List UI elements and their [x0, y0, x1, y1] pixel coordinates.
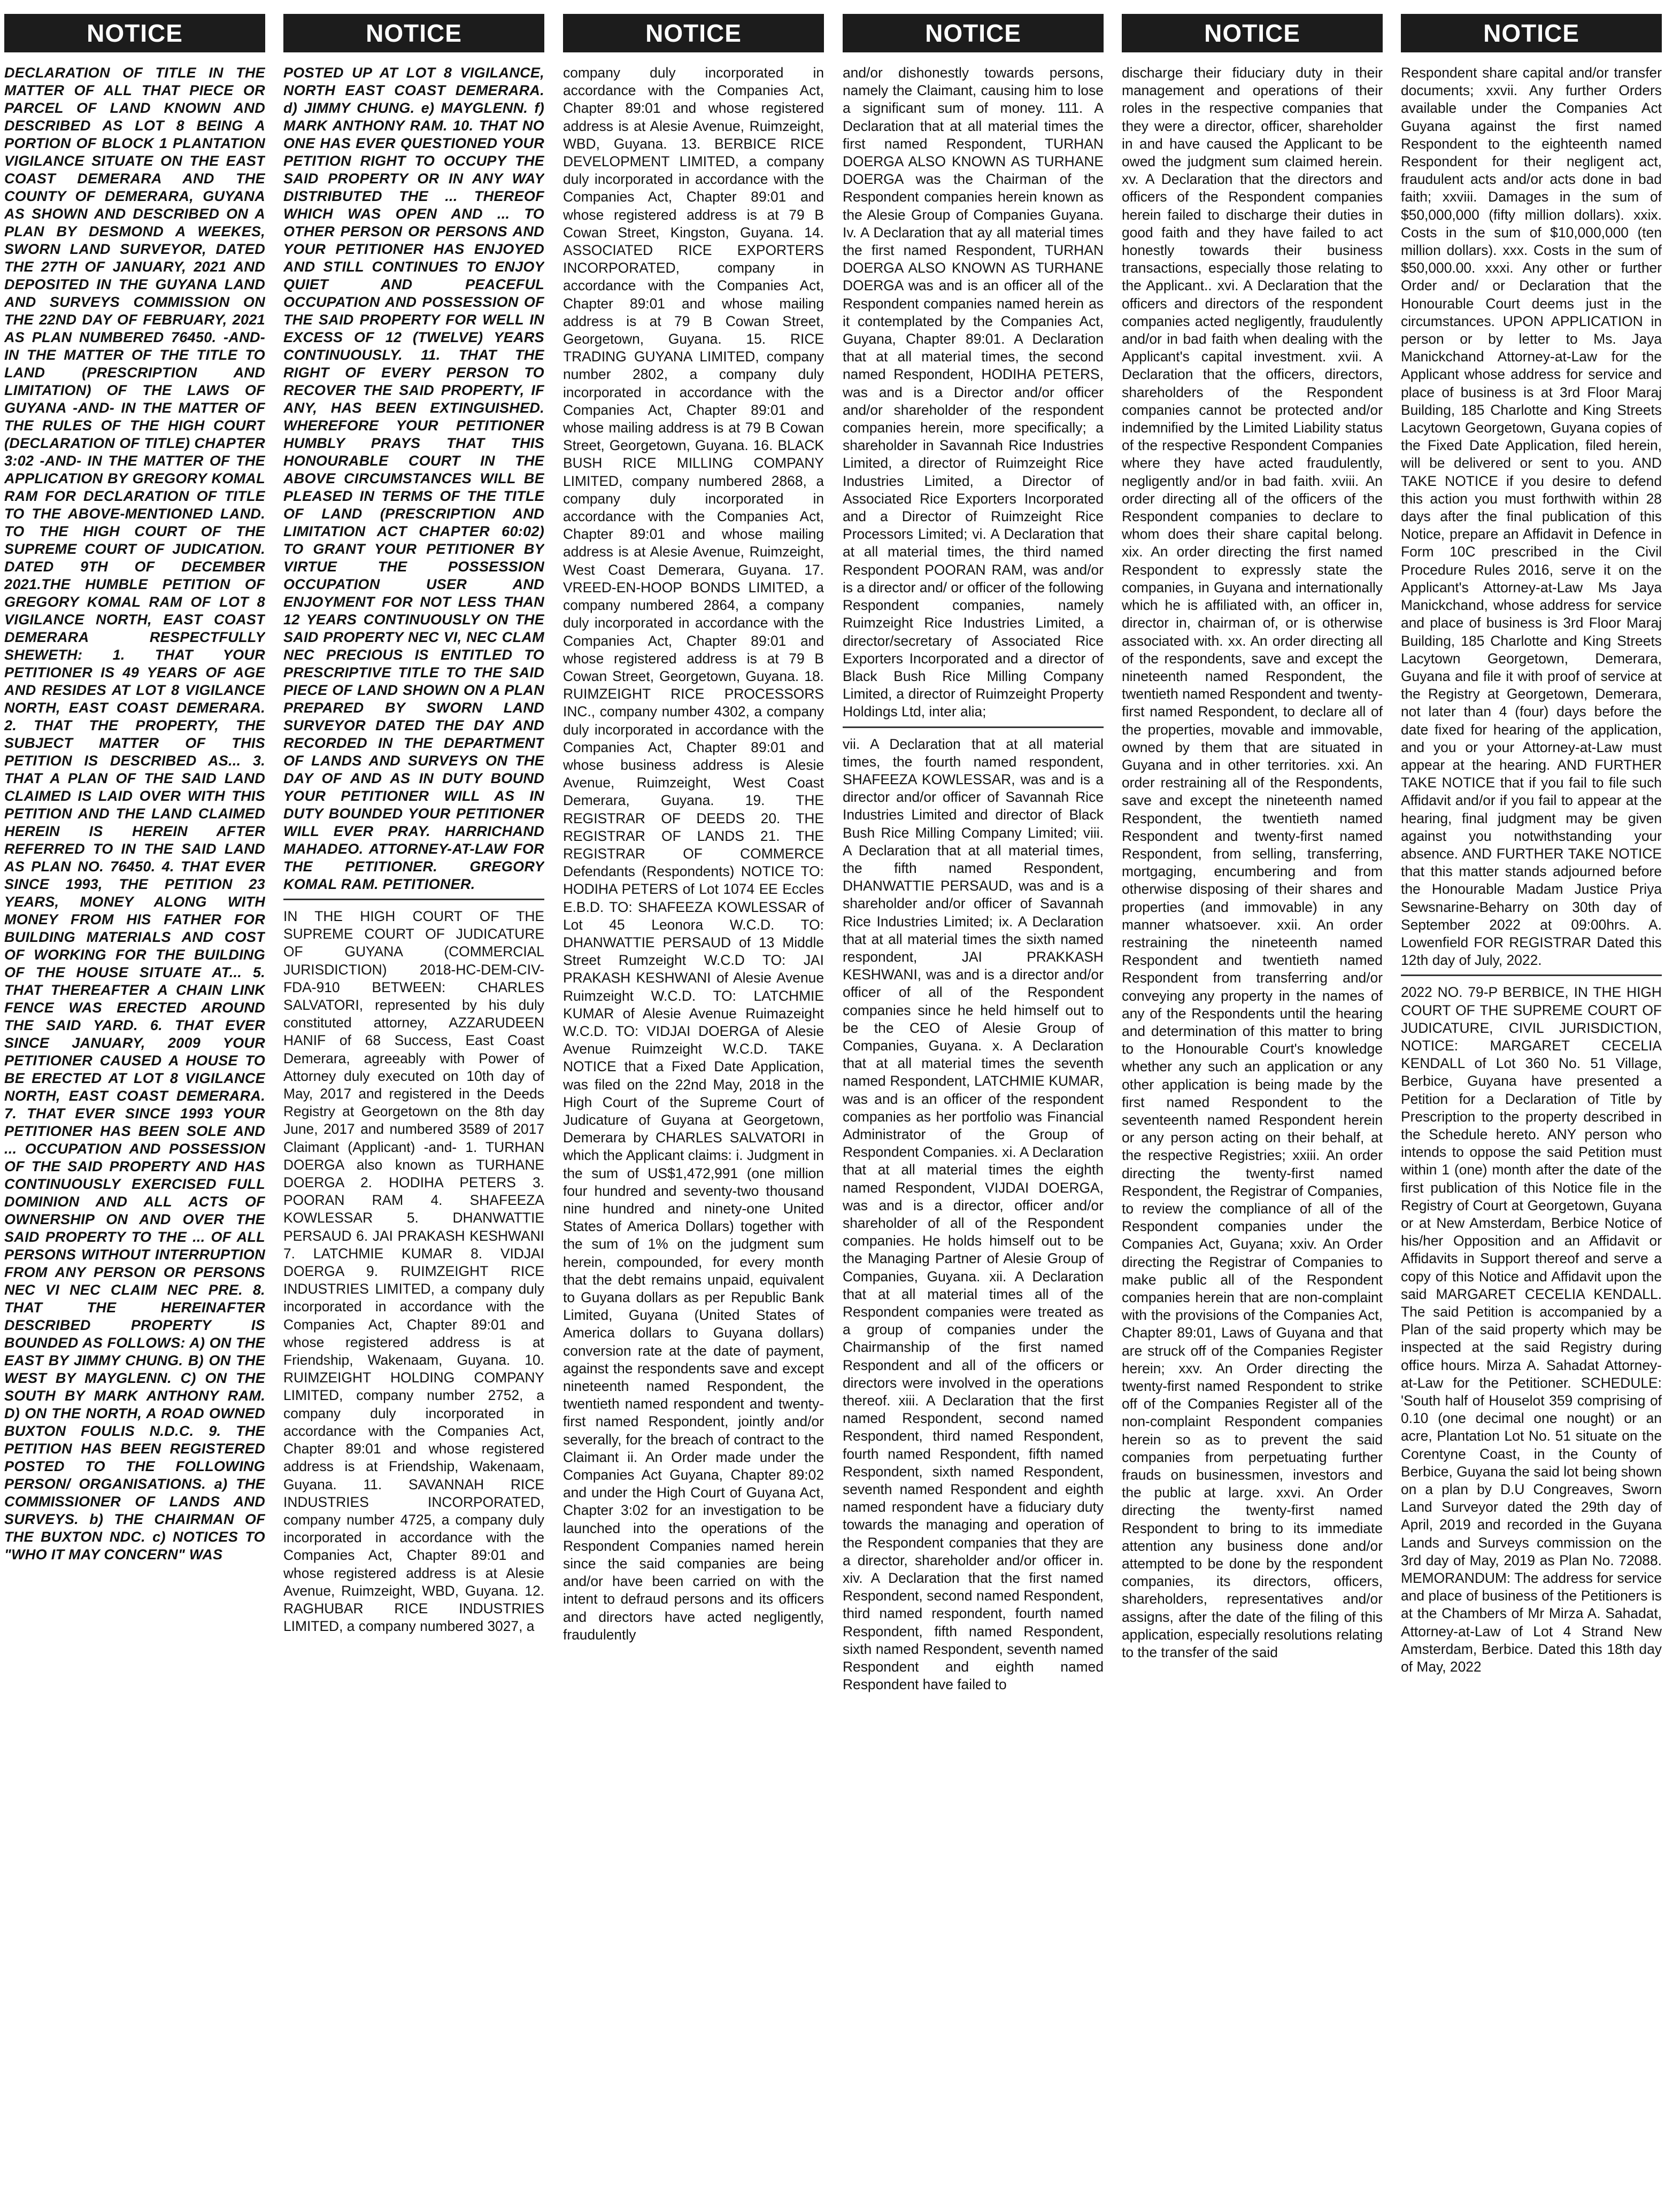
- notice-paragraph: Respondent share capital and/or transfer documents; xxvii. Any further Orders available under the Companies Act Guyana against the first named Respondent to the eighteenth named Respondent for their negligent act, fraudulent acts and/or acts done in bad faith; xxviii. Damages in the sum of $50,000,000 (fifty million dollars). xxix. Costs in the sum of $10,000,000 (ten million dollars). xxx. Costs in the sum of $50,000.00. xxxi. Any other or further Order and/ or Declaration that the Honourable Court deems just in the circumstances. UPON APPLICATION in person or by letter to Ms. Jaya Manickchand Attorney-at-Law for the Applicant whose address for service and place of business is at 3rd Floor Maraj Building, 185 Charlotte and King Streets Lacytown Georgetown, Guyana copies of the Fixed Date Application, filed herein, will be delivered or sent to you. AND TAKE NOTICE if you desire to defend this action you must forthwith within 28 days after the final publication of this Notice, prepare an Affidavit in Defence in Form 10C prescribed in the Civil Procedure Rules 2016, serve it on the Applicant's Attorney-at-Law Ms Jaya Manickchand, whose address for service and place of business is 3rd Floor Maraj Building, 185 Charlotte and King Streets Lacytown Georgetown, Demerara, Guyana and file it with proof of service at the Registry at Georgetown, Demerara, not later than 4 (four) days before the date fixed for hearing of the application, and you or your Attorney-at-Law must appear at the hearing. AND FURTHER TAKE NOTICE that if you fail to file such Affidavit and/or if you fail to appear at the hearing, final judgment may be given against you notwithstanding your absence. AND FURTHER TAKE NOTICE that this matter stands adjourned before the Honourable Madam Justice Priya Sewsnarine-Beharry on 30th day of September 2022 at 09:00hrs. A. Lowenfield FOR REGISTRAR Dated this 12th day of July, 2022.: [1401, 65, 1662, 969]
- notice-header: NOTICE: [1122, 14, 1383, 52]
- notice-paragraph: POSTED UP AT LOT 8 VIGILANCE, NORTH EAST COAST DEMERARA. d) JIMMY CHUNG. e) MAYGLENN. f) MARK ANTHONY RAM. 10. THAT NO ONE HAS EVER QUESTIONED YOUR PETITION RIGHT TO OCCUPY THE SAID PROPERTY OR IN ANY WAY DISTRIBUTED THE ... THEREOF WHICH WAS OPEN AND ... TO OTHER PERSON OR PERSONS AND YOUR PETITIONER HAS ENJOYED AND STILL CONTINUES TO ENJOY QUIET AND PEACEFUL OCCUPATION AND POSSESSION OF THE SAID PROPERTY FOR WELL IN EXCESS OF 12 (TWELVE) YEARS CONTINUOUSLY. 11. THAT THE RIGHT OF EVERY PERSON TO RECOVER THE SAID PROPERTY, IF ANY, HAS BEEN EXTINGUISHED. WHEREFORE YOUR PETITIONER HUMBLY PRAYS THAT THIS HONOURABLE COURT IN THE ABOVE CIRCUMSTANCES WILL BE PLEASED IN TERMS OF THE TITLE OF LAND (PRESCRIPTION AND LIMITATION ACT CHAPTER 60:02) TO GRANT YOUR PETITIONER BY VIRTUE THE POSSESSION OCCUPATION USER AND ENJOYMENT FOR NOT LESS THAN 12 YEARS CONTINUOUSLY ON THE SAID PROPERTY NEC VI, NEC CLAM NEC PRECIOUS IS ENTITLED TO PRESCRIPTIVE TITLE TO THE SAID PIECE OF LAND SHOWN ON A PLAN PREPARED BY SWORN LAND SURVEYOR DATED THE DAY AND RECORDED IN THE DEPARTMENT OF LANDS AND SURVEYS ON THE DAY OF AND AS IN DUTY BOUND YOUR PETITIONER WILL AS IN DUTY BOUNDED YOUR PETITIONER WILL EVER PRAY. HARRICHAND MAHADEO. ATTORNEY-AT-LAW FOR THE PETITIONER. GREGORY KOMAL RAM. PETITIONER.: [283, 65, 544, 892]
- notice-body: [843, 52, 1104, 1693]
- notice-paragraph: vii. A Declaration that at all material times, the fourth named respondent, SHAFEEZA KOWLESSAR, was and is a director and/or officer of Savannah Rice Industries Limited and director of Black Bush Rice Milling Company Limited; viii. A Declaration that at all material times, the fifth named Respondent, DHANWATTIE PERSAUD, was and is a shareholder and/or officer of Savannah Rice Industries Limited; ix. A Declaration that at all material times the sixth named respondent, JAI PRAKKASH KESHWANI, was and is a director and/or officer of all of the Respondent companies since he held himself out to be the CEO of Alesie Group of Companies, Guyana. x. A Declaration that at all material times the seventh named Respondent, LATCHMIE KUMAR, was and is an officer of the respondent companies as her portfolio was Financial Administrator of the Group of Respondent Companies. xi. A Declaration that at all material times the eighth named Respondent, VIJDAI DOERGA, was and is a director, officer and/or shareholder of all of the Respondent companies. He holds himself out to be the Managing Partner of Alesie Group of Companies, Guyana. xii. A Declaration that at all material times all of the Respondent companies were treated as a group of companies under the Chairmanship of the first named Respondent and all of the officers or directors were involved in the operations thereof. xiii. A Declaration that the first named Respondent, second named Respondent, third named Respondent, fourth named Respondent, fifth named Respondent, sixth named Respondent, seventh named Respondent and eighth named respondent have a fiduciary duty towards the managing and operation of the Respondent companies that they are a director, shareholder and/or officer in. xiv. A Declaration that the first named Respondent, second named Respondent, third named respondent, fourth named Respondent, fifth named Respondent, sixth named Respondent, seventh named Respondent and eighth named Respondent have failed to: [843, 736, 1104, 1693]
- notice-divider: [843, 726, 1104, 728]
- notice-column-5: [1122, 14, 1383, 2206]
- notice-divider: [1401, 974, 1662, 976]
- notice-body: [4, 52, 265, 1564]
- notice-paragraph: 2022 NO. 79-P BERBICE, IN THE HIGH COURT OF THE SUPREME COURT OF JUDICATURE, CIVIL JURISDICTION, NOTICE: MARGARET CECELIA KENDALL of Lot 360 No. 51 Village, Berbice, Guyana have presented a Petition for a Declaration of Title by Prescription to the property described in the Schedule hereto. ANY person who intends to oppose the said Petition must within 1 (one) month after the date of the first publication of this Notice file in the Registry of Court at Georgetown, Guyana or at New Amsterdam, Berbice Notice of his/her Opposition and an Affidavit or Affidavits in Support thereof and serve a copy of this Notice and Affidavit upon the said MARGARET CECELIA KENDALL. The said Petition is accompanied by a Plan of the said property which may be inspected at the said Registry during office hours. Mirza A. Sahadat Attorney-at-Law for the Petitioner. SCHEDULE: 'South half of Houselot 359 comprising of 0.10 (one decimal one nought) or an acre, Plantation Lot No. 51 situate on the Corentyne Coast, in the County of Berbice, Guyana the said lot being shown on a plan by D.U Congreaves, Sworn Land Surveyor dated the 29th day of April, 2019 and recorded in the Guyana Lands and Surveys commission on the 3rd day of May, 2019 as Plan No. 72088. MEMORANDUM: The address for service and place of business of the Petitioners is at the Chambers of Mr Mirza A. Sahadat, Attorney-at-Law of Lot 4 Strand New Amsterdam, Berbice. Dated this 18th day of May, 2022: [1401, 984, 1662, 1675]
- notice-header: NOTICE: [843, 14, 1104, 52]
- notice-header: NOTICE: [1401, 14, 1662, 52]
- notice-header: NOTICE: [563, 14, 824, 52]
- notice-paragraph: DECLARATION OF TITLE IN THE MATTER OF ALL THAT PIECE OR PARCEL OF LAND KNOWN AND DESCRIBED AS LOT 8 BEING A PORTION OF BLOCK 1 PLANTATION VIGILANCE SITUATE ON THE EAST COAST DEMERARA AND THE COUNTY OF DEMERARA, GUYANA AS SHOWN AND DESCRIBED ON A PLAN BY DESMOND A WEEKES, SWORN LAND SURVEYOR, DATED THE 27TH OF JANUARY, 2021 AND DEPOSITED IN THE GUYANA LAND AND SURVEYS COMMISSION ON THE 22ND DAY OF FEBRUARY, 2021 AS PLAN NUMBERED 76450. -AND- IN THE MATTER OF THE TITLE TO LAND (PRESCRIPTION AND LIMITATION) OF THE LAWS OF GUYANA -AND- IN THE MATTER OF THE RULES OF THE HIGH COURT (DECLARATION OF TITLE) CHAPTER 3:02 -AND- IN THE MATTER OF THE APPLICATION BY GREGORY KOMAL RAM FOR DECLARATION OF TITLE TO THE ABOVE-MENTIONED LAND. TO THE HIGH COURT OF THE SUPREME COURT OF JUDICATION. DATED 9TH OF DECEMBER 2021.THE HUMBLE PETITION OF GREGORY KOMAL RAM OF LOT 8 VIGILANCE NORTH, EAST COAST DEMERARA RESPECTFULLY SHEWETH: 1. THAT YOUR PETITIONER IS 49 YEARS OF AGE AND RESIDES AT LOT 8 VIGILANCE NORTH, EAST COAST DEMERARA. 2. THAT THE PROPERTY, THE SUBJECT MATTER OF THIS PETITION IS DESCRIBED AS... 3. THAT A PLAN OF THE SAID LAND CLAIMED IS LAID OVER WITH THIS PETITION AND THE LAND CLAIMED HEREIN IS HEREIN AFTER REFERRED TO IN THE SAID LAND AS PLAN NO. 76450. 4. THAT EVER SINCE 1993, THE PETITION 23 YEARS, MONEY ALONG WITH MONEY FROM HIS FATHER FOR BUILDING MATERIALS AND COST OF WORKING FOR THE BUILDING OF THE HOUSE SITUATE AT... 5. THAT THEREAFTER A CHAIN LINK FENCE WAS ERECTED AROUND THE SAID YARD. 6. THAT EVER SINCE JANUARY, 2009 YOUR PETITIONER CAUSED A HOUSE TO BE ERECTED AT LOT 8 VIGILANCE NORTH, EAST COAST DEMERARA. 7. THAT EVER SINCE 1993 YOUR PETITIONER HAS BEEN SOLE AND ... OCCUPATION AND POSSESSION OF THE SAID PROPERTY AND HAS CONTINUOUSLY EXERCISED FULL DOMINION AND ALL ACTS OF OWNERSHIP ON AND OVER THE SAID PROPERTY TO THE ... OF ALL PERSONS WITHOUT INTERRUPTION FROM ANY PERSON OR PERSONS NEC VI NEC CLAIM NEC PRE. 8. THAT THE HEREINAFTER DESCRIBED PROPERTY IS BOUNDED AS FOLLOWS: A) ON THE EAST BY JIMMY CHUNG. B) ON THE WEST BY MAYGLENN. C) ON THE SOUTH BY MARK ANTHONY RAM. D) ON THE NORTH, A ROAD OWNED BUXTON FOULIS N.D.C. 9. THE PETITION HAS BEEN REGISTERED POSTED TO THE FOLLOWING PERSON/ ORGANISATIONS. a) THE COMMISSIONER OF LANDS AND SURVEYS. b) THE CHAIRMAN OF THE BUXTON NDC. c) NOTICES TO "WHO IT MAY CONCERN" WAS: [4, 65, 265, 1563]
- notice-body: [1122, 52, 1383, 1661]
- notice-column-3: [563, 14, 824, 2206]
- notice-header: NOTICE: [283, 14, 544, 52]
- notice-paragraph: discharge their fiduciary duty in their management and operations of their roles in the respective companies that they were a director, officer, shareholder in and have caused the Applicant to be owed the judgment sum claimed herein. xv. A Declaration that the directors and officers of the Respondent companies herein failed to discharge their duties in good faith and they have failed to act honestly towards their business transactions, especially those relating to the Applicant.. xvi. A Declaration that the officers and directors of the respondent companies acted negligently, fraudulently and/or in bad faith when dealing with the Applicant's capital investment. xvii. A Declaration that the officers, directors, shareholders of the Respondent companies cannot be protected and/or indemnified by the Limited Liability status of the respective Respondent Companies where they have acted fraudulently, negligently and/or in bad faith. xviii. An order directing all of the officers of the Respondent companies to declare to whom does their share capital belong. xix. An order directing the first named Respondent to expressly state the companies, in Guyana and internationally which he is affiliated with, an officer in, director in, chairman of, or is otherwise associated with. xx. An order directing all of the respondents, save and except the nineteenth named Respondent, the twentieth named Respondent and twenty-first named Respondent, to declare all of the properties, movable and immovable, owned by them that are situated in Guyana and in other territories. xxi. An order restraining all of the Respondents, save and except the nineteenth named Respondent, the twentieth named Respondent and twenty-first named Respondent, from selling, transferring, mortgaging, encumbering and from otherwise disposing of their shares and properties (and immovable) in any manner whatsoever. xxii. An order restraining the nineteenth named Respondent and twentieth named Respondent from transferring and/or conveying any property in the names of any of the Respondents until the hearing and determination of this matter to bring to the Honourable Court's knowledge whether any such an application or any other application is being made by the first named Respondent to the seventeenth named Respondent herein or any person acting on their behalf, at the respective Registries; xxiii. An order directing the twenty-first named Respondent, the Registrar of Companies, to review the compliance of all of the Respondent companies under the Companies Act, Guyana; xxiv. An Order directing the Registrar of Companies to make public all of the Respondent companies herein that are non-complaint with the provisions of the Companies Act, Chapter 89:01, Laws of Guyana and that are struck off of the Companies Register herein; xxv. An Order directing the twenty-first named Respondent to strike off of the Companies Register all of the non-complaint Respondent companies herein so as to prevent the said companies from perpetuating further frauds on businessmen, investors and the public at large. xxvi. An Order directing the twenty-first named Respondent to bring to its immediate attention any business done and/or attempted to be done by the respondent companies, its directors, officers, shareholders, representatives and/or assigns, after the date of the filing of this application, especially resolutions relating to the transfer of the said: [1122, 65, 1383, 1661]
- notice-paragraph: and/or dishonestly towards persons, namely the Claimant, causing him to lose a significant sum of money. 111. A Declaration that at all material times the first named Respondent, TURHAN DOERGA ALSO KNOWN AS TURHANE DOERGA was the Chairman of the Respondent companies herein known as the Alesie Group of Companies Guyana. Iv. A Declaration that ay all material times the first named Respondent, TURHAN DOERGA ALSO KNOWN AS TURHANE DOERGA was and is an officer all of the Respondent companies named herein as it contemplated by the Companies Act, Guyana, Chapter 89:01. A Declaration that at all material times, the second named Respondent, HODIHA PETERS, was and is a Director and/or officer and/or shareholder of the respondent companies herein, more specifically; a shareholder in Savannah Rice Industries Limited, a director of Ruimzeight Rice Industries Limited, a Director of Associated Rice Exporters Incorporated and a Director of Ruimzeight Rice Processors Limited; vi. A Declaration that at all material times, the third named Respondent POORAN RAM, was and/or is a director and/ or officer of the following Respondent companies, namely Ruimzeight Rice Industries Limited, a director/secretary of Associated Rice Exporters Incorporated and a director of Black Bush Rice Milling Company Limited, a director of Ruimzeight Property Holdings Ltd, inter alia;: [843, 65, 1104, 720]
- notice-divider: [283, 899, 544, 900]
- notice-column-4: [843, 14, 1104, 2206]
- notice-paragraph: company duly incorporated in accordance with the Companies Act, Chapter 89:01 and whose registered address is at Alesie Avenue, Ruimzeight, WBD, Guyana. 13. BERBICE RICE DEVELOPMENT LIMITED, a company duly incorporated in accordance with the Companies Act, Chapter 89:01 and whose registered address is at 79 B Cowan Street, Kingston, Guyana. 14. ASSOCIATED RICE EXPORTERS INCORPORATED, company in accordance with the Companies Act, Chapter 89:01 and whose mailing address is at 79 B Cowan Street, Georgetown, Guyana. 15. RICE TRADING GUYANA LIMITED, company number 2802, a company duly incorporated in accordance with the Companies Act, Chapter 89:01 and whose mailing address is at 79 B Cowan Street, Georgetown, Guyana. 16. BLACK BUSH RICE MILLING COMPANY LIMITED, company numbered 2868, a company duly incorporated in accordance with the Companies Act, Chapter 89:01 and whose mailing address is at Alesie Avenue, Ruimzeight, West Coast Demerara, Guyana. 17. VREED-EN-HOOP BONDS LIMITED, a company numbered 2864, a company duly incorporated in accordance with the Companies Act, Chapter 89:01 and whose registered address is at 79 B Cowan Street, Georgetown, Guyana. 18. RUIMZEIGHT RICE PROCESSORS INC., company number 4302, a company duly incorporated in accordance with the Companies Act, Chapter 89:01 and whose business address is Alesie Avenue, Ruimzeight, West Coast Demerara, Guyana. 19. THE REGISTRAR OF DEEDS 20. THE REGISTRAR OF LANDS 21. THE REGISTRAR OF COMMERCE Defendants (Respondents) NOTICE TO: HODIHA PETERS of Lot 1074 EE Eccles E.B.D. TO: SHAFEEZA KOWLESSAR of Lot 45 Leonora W.C.D. TO: DHANWATTIE PERSAUD of 13 Middle Street Rumzeight W.C.D TO: JAI PRAKASH KESHWANI of Alesie Avenue Ruimzeight W.C.D. TO: LATCHMIE KUMAR of Alesie Avenue Ruimazeight W.C.D. TO: VIDJAI DOERGA of Alesie Avenue Ruimzeight W.C.D. TAKE NOTICE that a Fixed Date Application, was filed on the 22nd May, 2018 in the High Court of the Supreme Court of Judicature of Guyana at Georgetown, Demerara by CHARLES SALVATORI in which the Applicant claims: i. Judgment in the sum of US$1,472,991 (one million four hundred and seventy-two thousand nine hundred and ninety-one United States of America Dollars) together with the sum of 1% on the judgment sum herein, compounded, for every month that the debt remains unpaid, equivalent to Guyana dollars as per Republic Bank Limited, Guyana (United States of America dollars to Guyana dollars) conversion rate at the date of payment, against the respondents save and except nineteenth named Respondent, the twentieth named respondent and twenty-first named Respondent, jointly and/or severally, for the breach of contract to the Claimant ii. An Order made under the Companies Act Guyana, Chapter 89:02 and under the High Court of Guyana Act, Chapter 3:02 for an investigation to be launched into the operations of the Respondent Companies named herein since the said companies are being and/or have been carried on with the intent to defraud persons and its officers and directors have acted negligently, fraudulently: [563, 65, 824, 1643]
- notice-header: NOTICE: [4, 14, 265, 52]
- notice-column-6: [1401, 14, 1662, 2206]
- notice-body: [283, 52, 544, 1635]
- notice-body: [563, 52, 824, 1644]
- notice-paragraph: IN THE HIGH COURT OF THE SUPREME COURT OF JUDICATURE OF GUYANA (COMMERCIAL JURISDICTION) 2018-HC-DEM-CIV-FDA-910 BETWEEN: CHARLES SALVATORI, represented by his duly constituted attorney, AZZARUDEEN HANIF of 68 Success, East Coast Demerara, agreeably with Power of Attorney duly executed on 10th day of May, 2017 and registered in the Deeds Registry at Georgetown on the 8th day June, 2017 and numbered 3589 of 2017 Claimant (Applicant) -and- 1. TURHAN DOERGA also known as TURHANE DOERGA 2. HODIHA PETERS 3. POORAN RAM 4. SHAFEEZA KOWLESSAR 5. DHANWATTIE PERSAUD 6. JAI PRAKASH KESHWANI 7. LATCHMIE KUMAR 8. VIDJAI DOERGA 9. RUIMZEIGHT RICE INDUSTRIES LIMITED, a company duly incorporated in accordance with the Companies Act, Chapter 89:01 and whose registered address is at Friendship, Wakenaam, Guyana. 10. RUIMZEIGHT HOLDING COMPANY LIMITED, company number 2752, a company duly incorporated in accordance with the Companies Act, Chapter 89:01 and whose registered address is at Friendship, Wakenaam, Guyana. 11. SAVANNAH RICE INDUSTRIES INCORPORATED, company number 4725, a company duly incorporated in accordance with the Companies Act, Chapter 89:01 and whose registered address is at Alesie Avenue, Ruimzeight, WBD, Guyana. 12. RAGHUBAR RICE INDUSTRIES LIMITED, a company numbered 3027, a: [283, 908, 544, 1635]
- notice-body: [1401, 52, 1662, 1676]
- notice-column-2: [283, 14, 544, 2206]
- notice-column-1: [4, 14, 265, 2206]
